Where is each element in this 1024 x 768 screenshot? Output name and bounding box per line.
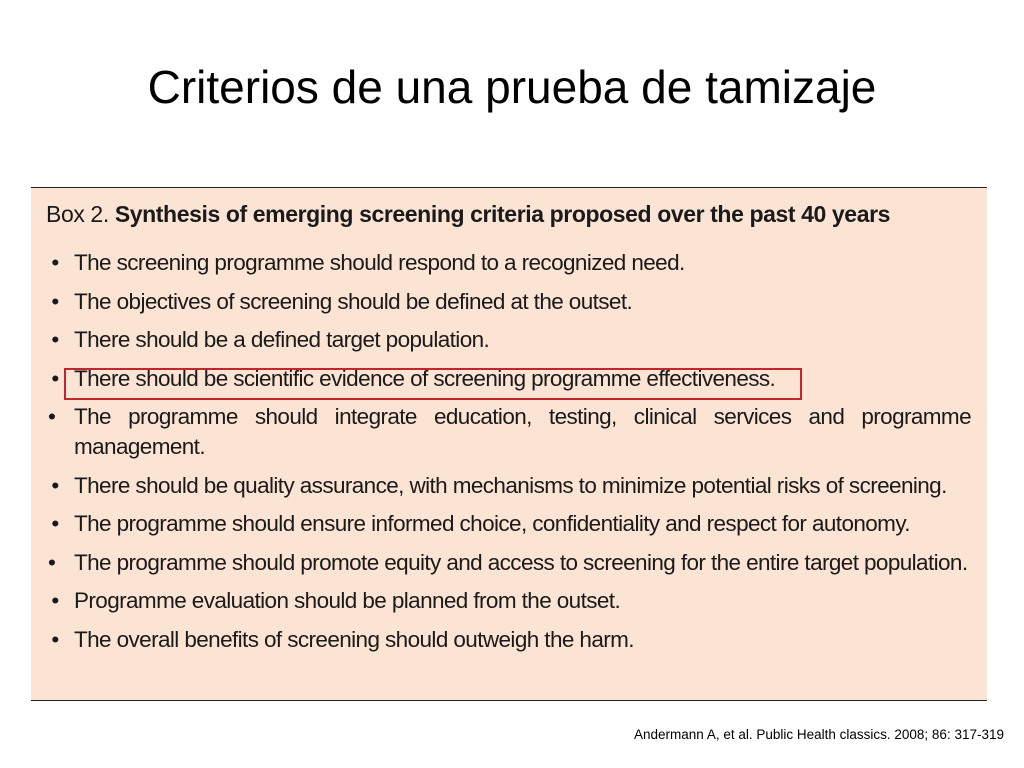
criteria-text: The programme should promote equity and access to screening for the entire target population.: [74, 549, 968, 575]
criteria-text: There should be scientific evidence of screening programme effectiveness.: [74, 365, 776, 391]
criteria-text: The objectives of screening should be defined at the outset.: [74, 288, 633, 314]
box-heading: [46, 201, 890, 228]
criteria-item: [46, 287, 971, 317]
criteria-list: [46, 248, 971, 663]
bullet-icon: •: [51, 472, 59, 498]
criteria-text: Programme evaluation should be planned from the outset.: [74, 588, 621, 613]
slide-title: Criterios de una prueba de tamizaje: [147, 61, 877, 113]
box-label: Box 2.: [46, 201, 109, 227]
criteria-item: [46, 402, 971, 462]
bullet-icon: •: [51, 588, 59, 613]
bullet-icon: •: [51, 327, 59, 352]
box-title: Synthesis of emerging screening criteria proposed over the past 40 years: [114, 201, 891, 227]
criteria-item: [46, 471, 971, 501]
criteria-item: [46, 548, 971, 578]
criteria-text: There should be a defined target population.: [74, 327, 490, 352]
criteria-box: [31, 187, 987, 701]
bullet-icon: •: [51, 626, 59, 652]
criteria-text: The programme should integrate education, testing, clinical services and programme management.: [74, 404, 971, 459]
criteria-item: [46, 248, 971, 278]
criteria-item: [46, 625, 971, 655]
criteria-text: The programme should ensure informed choice, confidentiality and respect for autonomy.: [74, 511, 910, 536]
bullet-icon: •: [48, 549, 56, 575]
criteria-text: The overall benefits of screening should outweigh the harm.: [74, 626, 634, 652]
bullet-icon: •: [51, 288, 59, 314]
citation: Andermann A, et al. Public Health classics. 2008; 86: 317-319: [634, 727, 1004, 742]
bullet-icon: •: [51, 511, 59, 536]
bullet-icon: •: [51, 250, 59, 275]
criteria-text: The screening programme should respond to a recognized need.: [74, 250, 685, 275]
criteria-item: [46, 586, 971, 616]
highlight-frame: [64, 365, 802, 400]
criteria-text: There should be quality assurance, with mechanisms to minimize potential risks of screening.: [74, 472, 947, 498]
bullet-icon: •: [51, 365, 59, 391]
bullet-icon: •: [48, 404, 56, 429]
criteria-item: [46, 509, 971, 539]
criteria-item: [46, 325, 971, 355]
